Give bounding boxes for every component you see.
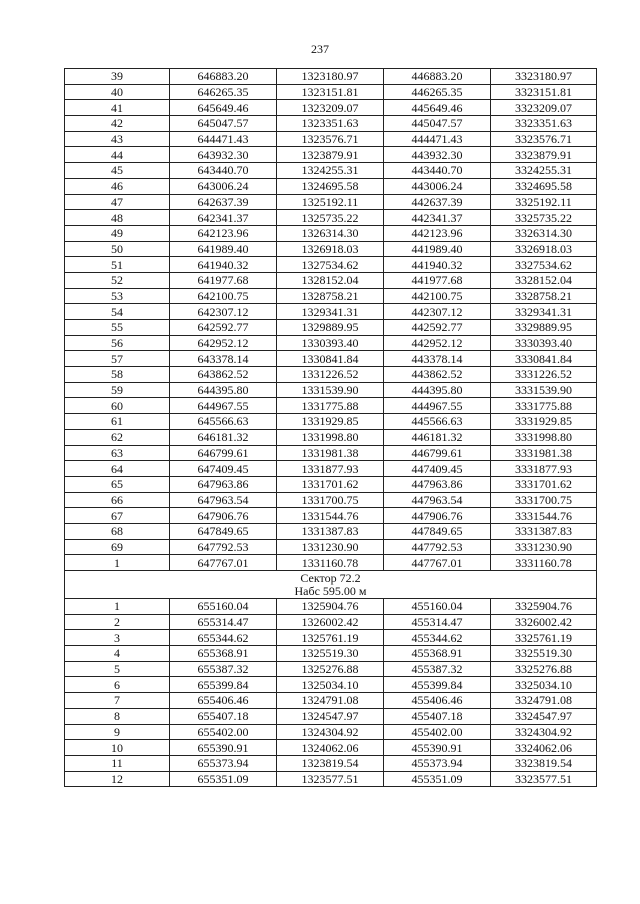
table-row (65, 320, 597, 336)
table-row (65, 724, 597, 740)
x-local-cell: 641977.68 (170, 272, 277, 288)
table-row (65, 84, 597, 100)
y-msk-cell: 3325735.22 (491, 210, 597, 226)
point-number-cell: 62 (65, 429, 170, 445)
y-msk-cell: 3331775.88 (491, 398, 597, 414)
table-row (65, 367, 597, 383)
y-local-cell: 1331700.75 (277, 492, 384, 508)
x-local-cell: 647792.53 (170, 539, 277, 555)
x-msk-cell: 455387.32 (384, 661, 491, 677)
x-local-cell: 644471.43 (170, 131, 277, 147)
point-number-cell: 49 (65, 225, 170, 241)
x-msk-cell: 444395.80 (384, 382, 491, 398)
table-row (65, 131, 597, 147)
y-local-cell: 1324791.08 (277, 693, 384, 709)
section-header-group (65, 571, 597, 599)
x-local-cell: 655368.91 (170, 646, 277, 662)
x-local-cell: 642637.39 (170, 194, 277, 210)
table-row (65, 693, 597, 709)
x-local-cell: 655373.94 (170, 755, 277, 771)
y-local-cell: 1331775.88 (277, 398, 384, 414)
point-number-cell: 39 (65, 69, 170, 85)
y-msk-cell: 3331226.52 (491, 367, 597, 383)
y-local-cell: 1324255.31 (277, 163, 384, 179)
point-number-cell: 47 (65, 194, 170, 210)
y-local-cell: 1331226.52 (277, 367, 384, 383)
x-msk-cell: 442100.75 (384, 288, 491, 304)
y-local-cell: 1326918.03 (277, 241, 384, 257)
table-row (65, 210, 597, 226)
y-local-cell: 1331981.38 (277, 445, 384, 461)
table-row (65, 523, 597, 539)
point-number-cell: 50 (65, 241, 170, 257)
point-number-cell: 40 (65, 84, 170, 100)
table-row (65, 708, 597, 724)
y-msk-cell: 3323819.54 (491, 755, 597, 771)
x-local-cell: 647906.76 (170, 508, 277, 524)
x-local-cell: 646883.20 (170, 69, 277, 85)
coordinates-table (64, 68, 597, 787)
y-local-cell: 1323151.81 (277, 84, 384, 100)
table-row (65, 288, 597, 304)
x-local-cell: 647767.01 (170, 555, 277, 571)
y-local-cell: 1325761.19 (277, 630, 384, 646)
y-msk-cell: 3325192.11 (491, 194, 597, 210)
x-local-cell: 646265.35 (170, 84, 277, 100)
x-msk-cell: 442307.12 (384, 304, 491, 320)
table-row (65, 630, 597, 646)
y-msk-cell: 3323879.91 (491, 147, 597, 163)
x-msk-cell: 455373.94 (384, 755, 491, 771)
x-msk-cell: 446883.20 (384, 69, 491, 85)
point-number-cell: 11 (65, 755, 170, 771)
y-msk-cell: 3327534.62 (491, 257, 597, 273)
y-msk-cell: 3331998.80 (491, 429, 597, 445)
y-local-cell: 1324547.97 (277, 708, 384, 724)
x-msk-cell: 443862.52 (384, 367, 491, 383)
point-number-cell: 2 (65, 614, 170, 630)
y-msk-cell: 3324547.97 (491, 708, 597, 724)
x-msk-cell: 446265.35 (384, 84, 491, 100)
y-msk-cell: 3323180.97 (491, 69, 597, 85)
table-row (65, 740, 597, 756)
x-local-cell: 647849.65 (170, 523, 277, 539)
x-local-cell: 655160.04 (170, 599, 277, 615)
y-local-cell: 1330393.40 (277, 335, 384, 351)
x-local-cell: 645566.63 (170, 414, 277, 430)
y-msk-cell: 3323151.81 (491, 84, 597, 100)
y-msk-cell: 3331230.90 (491, 539, 597, 555)
y-msk-cell: 3331981.38 (491, 445, 597, 461)
x-msk-cell: 442637.39 (384, 194, 491, 210)
x-msk-cell: 455368.91 (384, 646, 491, 662)
y-msk-cell: 3331877.93 (491, 461, 597, 477)
point-number-cell: 12 (65, 771, 170, 787)
x-local-cell: 641989.40 (170, 241, 277, 257)
table-row (65, 178, 597, 194)
point-number-cell: 61 (65, 414, 170, 430)
x-local-cell: 655387.32 (170, 661, 277, 677)
point-number-cell: 53 (65, 288, 170, 304)
y-msk-cell: 3324791.08 (491, 693, 597, 709)
point-number-cell: 4 (65, 646, 170, 662)
x-msk-cell: 447963.54 (384, 492, 491, 508)
y-local-cell: 1330841.84 (277, 351, 384, 367)
table-row (65, 257, 597, 273)
table-row (65, 116, 597, 132)
y-msk-cell: 3325904.76 (491, 599, 597, 615)
y-local-cell: 1331160.78 (277, 555, 384, 571)
x-local-cell: 643862.52 (170, 367, 277, 383)
coordinates-table-body-after (65, 599, 597, 787)
x-local-cell: 642100.75 (170, 288, 277, 304)
y-local-cell: 1323180.97 (277, 69, 384, 85)
point-number-cell: 65 (65, 476, 170, 492)
y-local-cell: 1325276.88 (277, 661, 384, 677)
point-number-cell: 5 (65, 661, 170, 677)
table-row (65, 414, 597, 430)
x-msk-cell: 444471.43 (384, 131, 491, 147)
table-row (65, 147, 597, 163)
y-local-cell: 1324695.58 (277, 178, 384, 194)
table-row (65, 492, 597, 508)
x-msk-cell: 447767.01 (384, 555, 491, 571)
y-msk-cell: 3323209.07 (491, 100, 597, 116)
y-local-cell: 1331998.80 (277, 429, 384, 445)
x-local-cell: 641940.32 (170, 257, 277, 273)
table-row (65, 677, 597, 693)
y-msk-cell: 3329889.95 (491, 320, 597, 336)
point-number-cell: 9 (65, 724, 170, 740)
y-msk-cell: 3326918.03 (491, 241, 597, 257)
table-row (65, 69, 597, 85)
x-msk-cell: 446181.32 (384, 429, 491, 445)
y-local-cell: 1327534.62 (277, 257, 384, 273)
y-msk-cell: 3328758.21 (491, 288, 597, 304)
x-local-cell: 644967.55 (170, 398, 277, 414)
point-number-cell: 8 (65, 708, 170, 724)
point-number-cell: 46 (65, 178, 170, 194)
y-msk-cell: 3324695.58 (491, 178, 597, 194)
table-row (65, 351, 597, 367)
y-msk-cell: 3326002.42 (491, 614, 597, 630)
x-local-cell: 646181.32 (170, 429, 277, 445)
x-msk-cell: 443440.70 (384, 163, 491, 179)
y-local-cell: 1323577.51 (277, 771, 384, 787)
y-local-cell: 1329889.95 (277, 320, 384, 336)
y-msk-cell: 3323576.71 (491, 131, 597, 147)
y-msk-cell: 3331700.75 (491, 492, 597, 508)
x-local-cell: 647963.86 (170, 476, 277, 492)
table-row (65, 241, 597, 257)
x-local-cell: 647409.45 (170, 461, 277, 477)
x-local-cell: 655406.46 (170, 693, 277, 709)
table-row (65, 539, 597, 555)
x-local-cell: 655390.91 (170, 740, 277, 756)
point-number-cell: 69 (65, 539, 170, 555)
x-local-cell: 642341.37 (170, 210, 277, 226)
y-msk-cell: 3323577.51 (491, 771, 597, 787)
point-number-cell: 54 (65, 304, 170, 320)
y-local-cell: 1329341.31 (277, 304, 384, 320)
x-msk-cell: 444967.55 (384, 398, 491, 414)
point-number-cell: 57 (65, 351, 170, 367)
section-title: Сектор 72.2 (300, 570, 361, 585)
table-row (65, 755, 597, 771)
table-row (65, 661, 597, 677)
y-msk-cell: 3331929.85 (491, 414, 597, 430)
x-msk-cell: 447849.65 (384, 523, 491, 539)
y-msk-cell: 3331701.62 (491, 476, 597, 492)
x-msk-cell: 442341.37 (384, 210, 491, 226)
y-local-cell: 1331701.62 (277, 476, 384, 492)
point-number-cell: 45 (65, 163, 170, 179)
y-local-cell: 1331544.76 (277, 508, 384, 524)
point-number-cell: 7 (65, 693, 170, 709)
x-local-cell: 655314.47 (170, 614, 277, 630)
x-msk-cell: 455402.00 (384, 724, 491, 740)
x-local-cell: 645047.57 (170, 116, 277, 132)
x-msk-cell: 455390.91 (384, 740, 491, 756)
x-msk-cell: 455406.46 (384, 693, 491, 709)
table-row (65, 163, 597, 179)
x-local-cell: 646799.61 (170, 445, 277, 461)
table-row (65, 335, 597, 351)
y-local-cell: 1331929.85 (277, 414, 384, 430)
x-local-cell: 642592.77 (170, 320, 277, 336)
x-msk-cell: 445047.57 (384, 116, 491, 132)
x-local-cell: 643006.24 (170, 178, 277, 194)
point-number-cell: 68 (65, 523, 170, 539)
table-row (65, 555, 597, 571)
x-local-cell: 643932.30 (170, 147, 277, 163)
x-msk-cell: 445566.63 (384, 414, 491, 430)
x-msk-cell: 447792.53 (384, 539, 491, 555)
point-number-cell: 42 (65, 116, 170, 132)
x-msk-cell: 455407.18 (384, 708, 491, 724)
x-local-cell: 644395.80 (170, 382, 277, 398)
point-number-cell: 51 (65, 257, 170, 273)
point-number-cell: 3 (65, 630, 170, 646)
x-msk-cell: 446799.61 (384, 445, 491, 461)
y-msk-cell: 3326314.30 (491, 225, 597, 241)
point-number-cell: 66 (65, 492, 170, 508)
y-msk-cell: 3329341.31 (491, 304, 597, 320)
point-number-cell: 1 (65, 599, 170, 615)
y-msk-cell: 3331544.76 (491, 508, 597, 524)
section-header (65, 571, 597, 599)
point-number-cell: 43 (65, 131, 170, 147)
y-msk-cell: 3328152.04 (491, 272, 597, 288)
x-msk-cell: 442592.77 (384, 320, 491, 336)
point-number-cell: 67 (65, 508, 170, 524)
section-header-row (65, 571, 597, 599)
table-row (65, 194, 597, 210)
y-local-cell: 1325192.11 (277, 194, 384, 210)
table-row (65, 382, 597, 398)
x-local-cell: 655351.09 (170, 771, 277, 787)
table-row (65, 614, 597, 630)
x-local-cell: 643440.70 (170, 163, 277, 179)
table-row (65, 445, 597, 461)
x-local-cell: 655407.18 (170, 708, 277, 724)
y-msk-cell: 3331387.83 (491, 523, 597, 539)
x-local-cell: 642123.96 (170, 225, 277, 241)
x-msk-cell: 445649.46 (384, 100, 491, 116)
x-msk-cell: 441940.32 (384, 257, 491, 273)
y-local-cell: 1325519.30 (277, 646, 384, 662)
table-row (65, 100, 597, 116)
table-row (65, 646, 597, 662)
x-msk-cell: 442123.96 (384, 225, 491, 241)
x-msk-cell: 455399.84 (384, 677, 491, 693)
y-local-cell: 1326002.42 (277, 614, 384, 630)
table-row (65, 304, 597, 320)
x-msk-cell: 447409.45 (384, 461, 491, 477)
y-local-cell: 1325904.76 (277, 599, 384, 615)
x-msk-cell: 455351.09 (384, 771, 491, 787)
point-number-cell: 63 (65, 445, 170, 461)
x-msk-cell: 455344.62 (384, 630, 491, 646)
x-local-cell: 647963.54 (170, 492, 277, 508)
x-local-cell: 655399.84 (170, 677, 277, 693)
y-msk-cell: 3325034.10 (491, 677, 597, 693)
section-subtitle: Набс 595.00 м (294, 583, 367, 598)
y-local-cell: 1331539.90 (277, 382, 384, 398)
y-local-cell: 1326314.30 (277, 225, 384, 241)
table-row (65, 476, 597, 492)
x-local-cell: 645649.46 (170, 100, 277, 116)
point-number-cell: 52 (65, 272, 170, 288)
table-row (65, 771, 597, 787)
y-local-cell: 1331877.93 (277, 461, 384, 477)
x-local-cell: 655402.00 (170, 724, 277, 740)
x-local-cell: 655344.62 (170, 630, 277, 646)
y-local-cell: 1323819.54 (277, 755, 384, 771)
y-local-cell: 1328152.04 (277, 272, 384, 288)
y-msk-cell: 3330841.84 (491, 351, 597, 367)
x-msk-cell: 443378.14 (384, 351, 491, 367)
x-msk-cell: 447963.86 (384, 476, 491, 492)
x-msk-cell: 443932.30 (384, 147, 491, 163)
table-row (65, 599, 597, 615)
table-row (65, 508, 597, 524)
point-number-cell: 44 (65, 147, 170, 163)
y-msk-cell: 3324062.06 (491, 740, 597, 756)
coordinates-table-body-before (65, 69, 597, 571)
x-local-cell: 642952.12 (170, 335, 277, 351)
y-local-cell: 1323351.63 (277, 116, 384, 132)
y-local-cell: 1323576.71 (277, 131, 384, 147)
point-number-cell: 64 (65, 461, 170, 477)
x-local-cell: 643378.14 (170, 351, 277, 367)
y-msk-cell: 3325519.30 (491, 646, 597, 662)
y-msk-cell: 3324255.31 (491, 163, 597, 179)
point-number-cell: 41 (65, 100, 170, 116)
x-msk-cell: 455160.04 (384, 599, 491, 615)
y-local-cell: 1325735.22 (277, 210, 384, 226)
y-local-cell: 1328758.21 (277, 288, 384, 304)
y-local-cell: 1323879.91 (277, 147, 384, 163)
page-number: 237 (311, 42, 329, 56)
y-msk-cell: 3325761.19 (491, 630, 597, 646)
y-local-cell: 1331230.90 (277, 539, 384, 555)
point-number-cell: 60 (65, 398, 170, 414)
x-local-cell: 642307.12 (170, 304, 277, 320)
x-msk-cell: 441977.68 (384, 272, 491, 288)
x-msk-cell: 455314.47 (384, 614, 491, 630)
y-local-cell: 1324062.06 (277, 740, 384, 756)
table-row (65, 272, 597, 288)
point-number-cell: 55 (65, 320, 170, 336)
table-row (65, 429, 597, 445)
x-msk-cell: 441989.40 (384, 241, 491, 257)
x-msk-cell: 442952.12 (384, 335, 491, 351)
x-msk-cell: 447906.76 (384, 508, 491, 524)
table-row (65, 398, 597, 414)
point-number-cell: 10 (65, 740, 170, 756)
table-row (65, 225, 597, 241)
point-number-cell: 59 (65, 382, 170, 398)
point-number-cell: 48 (65, 210, 170, 226)
y-local-cell: 1325034.10 (277, 677, 384, 693)
y-local-cell: 1331387.83 (277, 523, 384, 539)
point-number-cell: 6 (65, 677, 170, 693)
y-msk-cell: 3324304.92 (491, 724, 597, 740)
point-number-cell: 58 (65, 367, 170, 383)
y-msk-cell: 3323351.63 (491, 116, 597, 132)
y-msk-cell: 3331539.90 (491, 382, 597, 398)
point-number-cell: 1 (65, 555, 170, 571)
y-msk-cell: 3331160.78 (491, 555, 597, 571)
y-msk-cell: 3325276.88 (491, 661, 597, 677)
table-row (65, 461, 597, 477)
y-msk-cell: 3330393.40 (491, 335, 597, 351)
point-number-cell: 56 (65, 335, 170, 351)
y-local-cell: 1323209.07 (277, 100, 384, 116)
x-msk-cell: 443006.24 (384, 178, 491, 194)
y-local-cell: 1324304.92 (277, 724, 384, 740)
